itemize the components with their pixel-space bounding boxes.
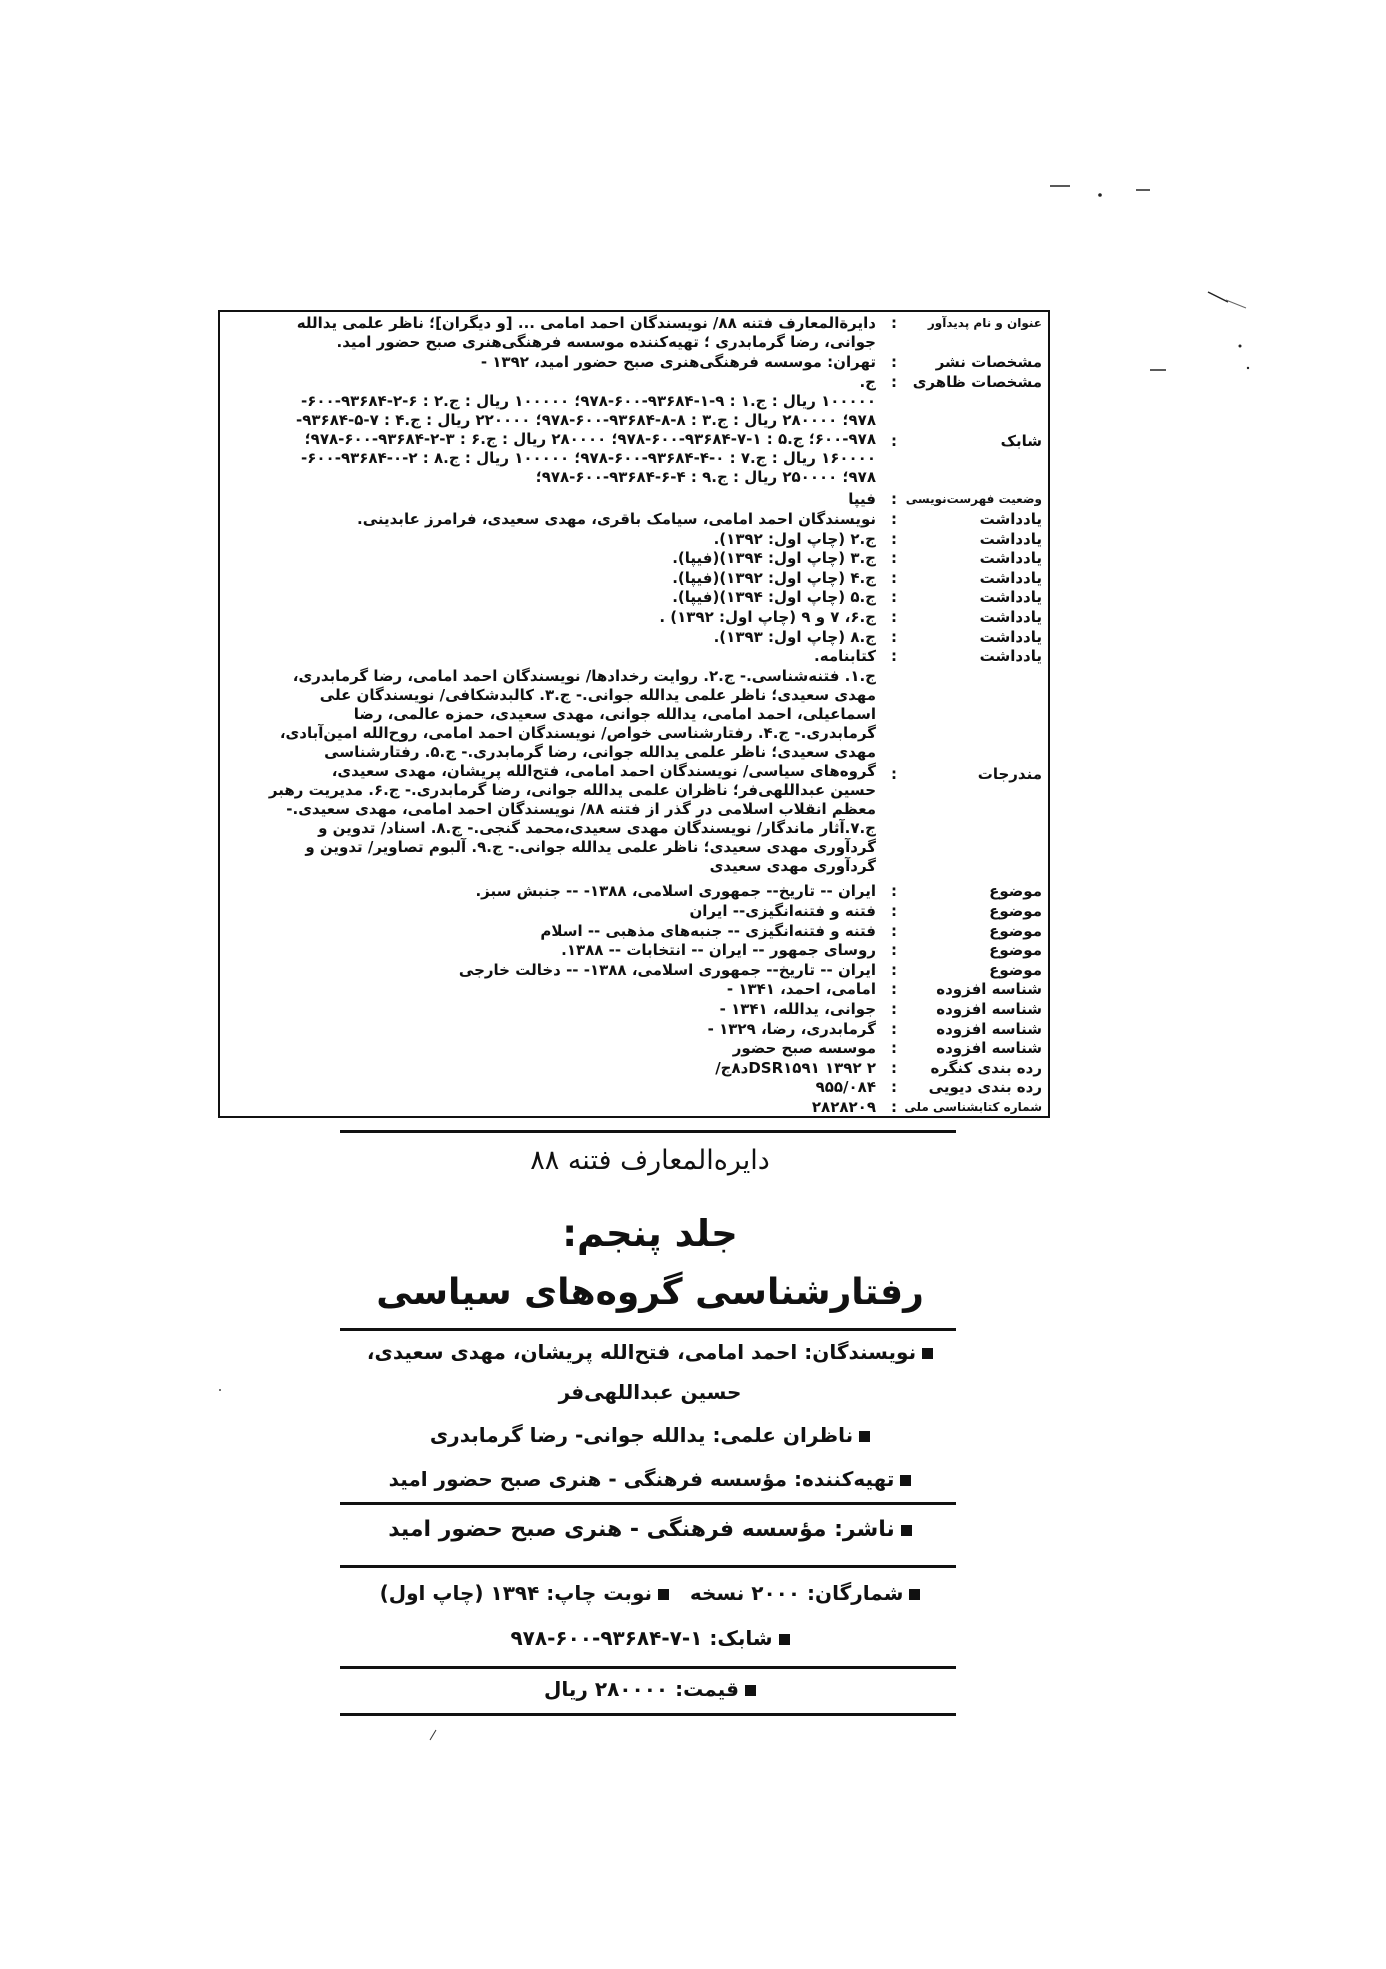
catalog-row [220,549,1048,568]
catalog-field-value [220,608,876,627]
catalog-row [220,588,1048,607]
catalog-field-value [220,667,876,876]
catalog-colon: : [891,1019,897,1038]
catalog-value-line: ج.۳ (چاپ اول: ۱۳۹۴)(فیپا). [672,549,876,568]
catalog-colon: : [891,510,897,528]
catalog-row [220,882,1048,901]
catalog-field-label: یادداشت [979,647,1042,666]
catalog-value-line: گرمابدری، رضا، ۱۳۲۹ - [707,1019,876,1038]
supervisors-line [340,1423,960,1447]
catalog-colon: : [891,490,897,509]
catalog-value-line: گردآوری مهدی سعیدی؛ ناظر علمی یدالله جوانی.- ج.۹. آلبوم تصاویر/ تدوین و [305,837,876,856]
catalog-value-line: تهران: موسسه فرهنگی‌هنری صبح حضور امید، ۱۳۹۲ - [480,353,876,372]
book-title: رفتارشناسی گروه‌های سیاسی [376,1272,924,1313]
catalog-field-value [220,628,876,647]
catalog-value-line: اسماعیلی، احمد امامی، یدالله جوانی، مهدی سعیدی، حمزه عالمی، رضا [353,704,876,723]
bullet-icon [859,1431,870,1442]
catalog-field-label: موضوع [989,902,1042,920]
circulation-text: شمارگان: ۲۰۰۰ نسخه [689,1581,904,1605]
catalog-field-label: رده بندی دیویی [928,1078,1042,1097]
catalog-value-line: ۹۷۸؛ ۲۸۰۰۰۰ ریال : ج.۳ : ۸-۸-۹۳۶۸۴-۶۰۰-۹۷۸؛ ۲۲۰۰۰۰ ریال : ج.۴ : ۷-۵-۹۳۶۸۴- [296,411,876,430]
catalog-colon: : [891,1078,897,1097]
catalog-value-line: ج.۵ (چاپ اول: ۱۳۹۴)(فیپا). [672,588,876,607]
catalog-row [220,1098,1048,1117]
top-rule [340,1130,956,1133]
catalog-field-label: یادداشت [979,588,1042,607]
catalog-row [220,353,1048,372]
catalog-value-line: فتنه و فتنه‌انگیزی-- ایران [689,902,876,920]
catalog-row [220,922,1048,941]
price-top-rule [340,1666,956,1669]
catalog-value-line: جوانی، یدالله، ۱۳۴۱ - [719,1000,876,1018]
bullet-icon [922,1348,933,1359]
catalog-field-value [220,510,876,529]
isbn-line [340,1626,960,1650]
print-info-line [340,1581,960,1605]
bullet-icon [900,1475,911,1486]
catalog-value-line: دایرةالمعارف فتنه ۸۸/ نویسندگان احمد امامی ... [و دیگران]؛ ناظر علمی یدالله [296,314,876,332]
catalog-colon: : [891,588,897,607]
catalog-colon: : [891,529,897,548]
catalog-value-line: روسای جمهور -- ایران -- انتخابات -- ۱۳۸۸. [561,941,876,960]
catalog-value-line: ج.۷.آثار ماندگار/ نویسندگان مهدی سعیدی،محمد گنجی.- ج.۸. اسناد/ تدوین و [318,818,876,837]
catalog-colon: : [891,921,897,940]
publisher-line [340,1517,960,1542]
catalog-row [220,980,1048,999]
isbn-text: شابک: ۱-۷-۹۳۶۸۴-۶۰۰-۹۷۸ [510,1626,773,1650]
catalog-field-label: یادداشت [979,510,1042,528]
catalog-field-value [220,1098,876,1117]
publisher-text: ناشر: مؤسسه فرهنگی - هنری صبح حضور امید [388,1517,895,1542]
authors-line [340,1340,960,1364]
catalog-value-line: ج.۴ (چاپ اول: ۱۳۹۲)(فیپا). [672,568,876,587]
catalog-field-label: موضوع [989,882,1042,901]
supervisors-text: ناظران علمی: یدالله جوانی- رضا گرمابدری [429,1423,854,1447]
catalog-colon: : [891,1098,897,1116]
catalog-row [220,608,1048,627]
catalog-row [220,1078,1048,1097]
catalog-value-line: نویسندگان احمد امامی، سیامک باقری، مهدی سعیدی، فرامرز عابدینی. [357,510,876,528]
catalog-field-value [220,1020,876,1039]
catalog-value-line: ایران -- تاریخ-- جمهوری اسلامی، ۱۳۸۸- -- جنبش سبز. [475,882,876,901]
catalog-value-line: ج. [859,372,876,391]
catalog-field-value [220,530,876,549]
catalog-field-value [220,1078,876,1097]
catalog-field-value [220,902,876,921]
catalog-value-line: فیپا [848,490,876,509]
catalog-colon: : [891,627,897,646]
catalog-field-value [220,549,876,568]
publisher-top-rule [340,1502,956,1505]
catalog-field-value [220,490,876,509]
catalog-colon: : [891,1039,897,1058]
catalog-row [220,628,1048,647]
catalog-field-label: موضوع [989,960,1042,979]
catalog-field-label: یادداشت [979,529,1042,548]
catalog-field-label: یادداشت [979,608,1042,626]
catalog-field-value [220,569,876,588]
catalog-value-line: معظم انقلاب اسلامی در گذر از فتنه ۸۸/ نویسندگان احمد امامی، مهدی سعیدی.- [286,799,876,818]
catalog-field-label: عنوان و نام پدیدآور [927,316,1042,330]
catalog-field-label: شماره کتابشناسی ملی [904,1100,1042,1114]
catalog-field-label: یادداشت [979,627,1042,646]
price-line [340,1677,960,1701]
bullet-icon [658,1589,669,1600]
catalog-field-value [220,882,876,901]
catalog-field-value [220,392,876,487]
catalog-colon: : [891,647,897,666]
catalog-field-label: یادداشت [979,549,1042,568]
catalog-value-line: گرمابدری.- ج.۴. رفتارشناسی خواص/ نویسندگان احمد امامی، روح‌الله امین‌آبادی، [279,723,876,742]
edition-text: نوبت چاپ: ۱۳۹۴ (چاپ اول) [379,1581,652,1605]
catalog-field-value [220,922,876,941]
catalog-value-line: ج.۸ (چاپ اول: ۱۳۹۳). [713,627,876,646]
catalog-row [220,1000,1048,1019]
catalog-field-value [220,1059,876,1078]
catalog-colon: : [891,902,897,920]
catalog-row [220,510,1048,529]
volume-label: جلد پنجم: [562,1212,738,1255]
catalog-field-value [220,941,876,960]
catalog-value-line: کتابنامه. [814,647,876,666]
catalog-value-line: امامی، احمد، ۱۳۴۱ - [726,980,876,999]
catalog-row [220,569,1048,588]
catalog-field-label: شناسه افزوده [936,1039,1042,1058]
title-rule [340,1328,956,1331]
catalog-value-line: مهدی سعیدی؛ ناظر علمی یدالله جوانی، رضا گرمابدری.- ج.۵. رفتارشناسی [324,742,876,761]
bullet-icon [779,1634,790,1645]
catalog-row [220,647,1048,666]
publisher-bottom-rule [340,1565,956,1568]
catalog-row [220,392,1048,487]
catalog-field-value [220,1039,876,1058]
catalog-field-value [220,314,876,352]
catalog-row [220,961,1048,980]
bullet-icon [901,1525,912,1536]
catalog-value-line: ۱۰۰۰۰۰ ریال : ج.۱ : ۹-۱-۹۳۶۸۴-۶۰۰-۹۷۸؛ ۱۰۰۰۰۰ ریال : ج.۲ : ۶-۲-۹۳۶۸۴-۶۰۰- [301,392,876,411]
authors-continued: حسین عبداللهی‌فر [558,1380,742,1404]
catalog-value-line: گروه‌های سیاسی/ نویسندگان احمد امامی، فتح‌الله پریشان، مهدی سعیدی، [331,761,876,780]
catalog-colon: : [891,353,897,372]
catalog-row [220,941,1048,960]
catalog-colon: : [891,314,897,332]
catalog-value-line: ج.۶، ۷ و ۹ (چاپ اول: ۱۳۹۲) . [659,608,876,626]
catalog-value-line: ج.۱. فتنه‌شناسی.- ج.۲. روایت رخدادها/ نویسندگان احمد امامی، رضا گرمابدری، [292,666,876,685]
catalog-row [220,373,1048,392]
catalog-row [220,1020,1048,1039]
catalog-value-line: ۶۰۰-۹۷۸؛ ج.۵ : ۱-۷-۹۳۶۸۴-۶۰۰-۹۷۸؛ ۲۸۰۰۰۰ ریال : ج.۶ : ۳-۲-۹۳۶۸۴-۶۰۰-۹۷۸؛ [304,430,876,449]
catalog-field-value [220,1000,876,1019]
catalog-colon: : [891,764,897,783]
catalog-colon: : [891,980,897,999]
catalog-field-value [220,353,876,372]
catalog-value-line: ایران -- تاریخ-- جمهوری اسلامی، ۱۳۸۸- -- دخالت خارجی [458,960,876,979]
catalog-value-line: موسسه صبح حضور [732,1039,876,1058]
catalog-row [220,314,1048,352]
catalog-field-label: شناسه افزوده [936,1000,1042,1018]
catalog-colon: : [891,431,897,450]
catalog-field-label: یادداشت [979,568,1042,587]
catalog-value-line: حسین عبداللهی‌فر؛ ناظران علمی یدالله جوانی، رضا گرمابدری.- ج.۶. مدیریت رهبر [268,780,876,799]
authors-text: نویسندگان: احمد امامی، فتح‌الله پریشان، مهدی سعیدی، [366,1340,917,1364]
catalog-field-label: رده بندی کنگره [930,1058,1042,1077]
series-title: دایره‌المعارف فتنه ۸۸ [530,1145,770,1176]
catalog-colon: : [891,882,897,901]
catalog-field-label: موضوع [989,941,1042,960]
catalog-field-value [220,961,876,980]
catalog-field-label: مندرجات [977,764,1042,783]
catalog-colon: : [891,372,897,391]
catalog-row [220,667,1048,876]
catalog-field-label: وضعیت فهرست‌نویسی [905,492,1042,507]
catalog-field-label: شناسه افزوده [936,980,1042,999]
catalog-field-value [220,588,876,607]
catalog-value-line: DSR۱۵۹۱ ۱۳۹۲ ۲د۸ج/ [715,1058,876,1077]
catalog-colon: : [891,941,897,960]
catalog-field-label: شناسه افزوده [936,1019,1042,1038]
price-text: قیمت: ۲۸۰۰۰۰ ریال [544,1677,739,1701]
catalog-field-label: موضوع [989,921,1042,940]
catalog-field-value [220,373,876,392]
price-bottom-rule [340,1713,956,1716]
catalog-value-line: ۹۷۸؛ ۲۵۰۰۰۰ ریال : ج.۹ : ۴-۶-۹۳۶۸۴-۶۰۰-۹۷۸؛ [535,468,876,487]
catalog-row [220,902,1048,921]
catalog-field-label: مشخصات نشر [935,353,1042,372]
producer-text: تهیه‌کننده: مؤسسه فرهنگی - هنری صبح حضور امید [388,1467,895,1491]
catalog-value-line: ۹۵۵/۰۸۴ [815,1078,876,1097]
catalog-row [220,1039,1048,1058]
catalog-field-label: شابک [1000,431,1042,450]
catalog-colon: : [891,549,897,568]
catalog-colon: : [891,960,897,979]
catalog-row [220,530,1048,549]
catalog-field-value [220,980,876,999]
catalog-colon: : [891,608,897,626]
catalog-value-line: مهدی سعیدی؛ ناظر علمی یدالله جوانی.- ج.۳. کالبدشکافی/ نویسندگان علی [319,685,876,704]
bullet-icon [745,1685,756,1696]
catalog-field-value [220,647,876,666]
bullet-icon [909,1589,920,1600]
catalog-row [220,1059,1048,1078]
catalog-value-line: ج.۲ (چاپ اول: ۱۳۹۲). [713,529,876,548]
catalog-value-line: گردآوری مهدی سعیدی [709,856,876,875]
catalog-colon: : [891,1000,897,1018]
producer-line [340,1467,960,1491]
catalog-field-label: مشخصات ظاهری [912,372,1042,391]
catalog-value-line: فتنه و فتنه‌انگیزی -- جنبه‌های مذهبی -- اسلام [540,921,876,940]
catalog-value-line: جوانی، رضا گرمابدری ؛ تهیه‌کننده موسسه فرهنگی‌هنری صبح حضور امید. [336,333,876,351]
catalog-value-line: ۱۶۰۰۰۰ ریال : ج.۷ : ۰-۴-۹۳۶۸۴-۶۰۰-۹۷۸؛ ۱۰۰۰۰۰ ریال : ج.۸ : ۲-۰-۹۳۶۸۴-۶۰۰- [301,449,876,468]
catalog-record-table [218,310,1050,1118]
catalog-colon: : [891,568,897,587]
catalog-value-line: ۲۸۲۸۲۰۹ [811,1098,876,1116]
catalog-colon: : [891,1058,897,1077]
catalog-row [220,490,1048,509]
